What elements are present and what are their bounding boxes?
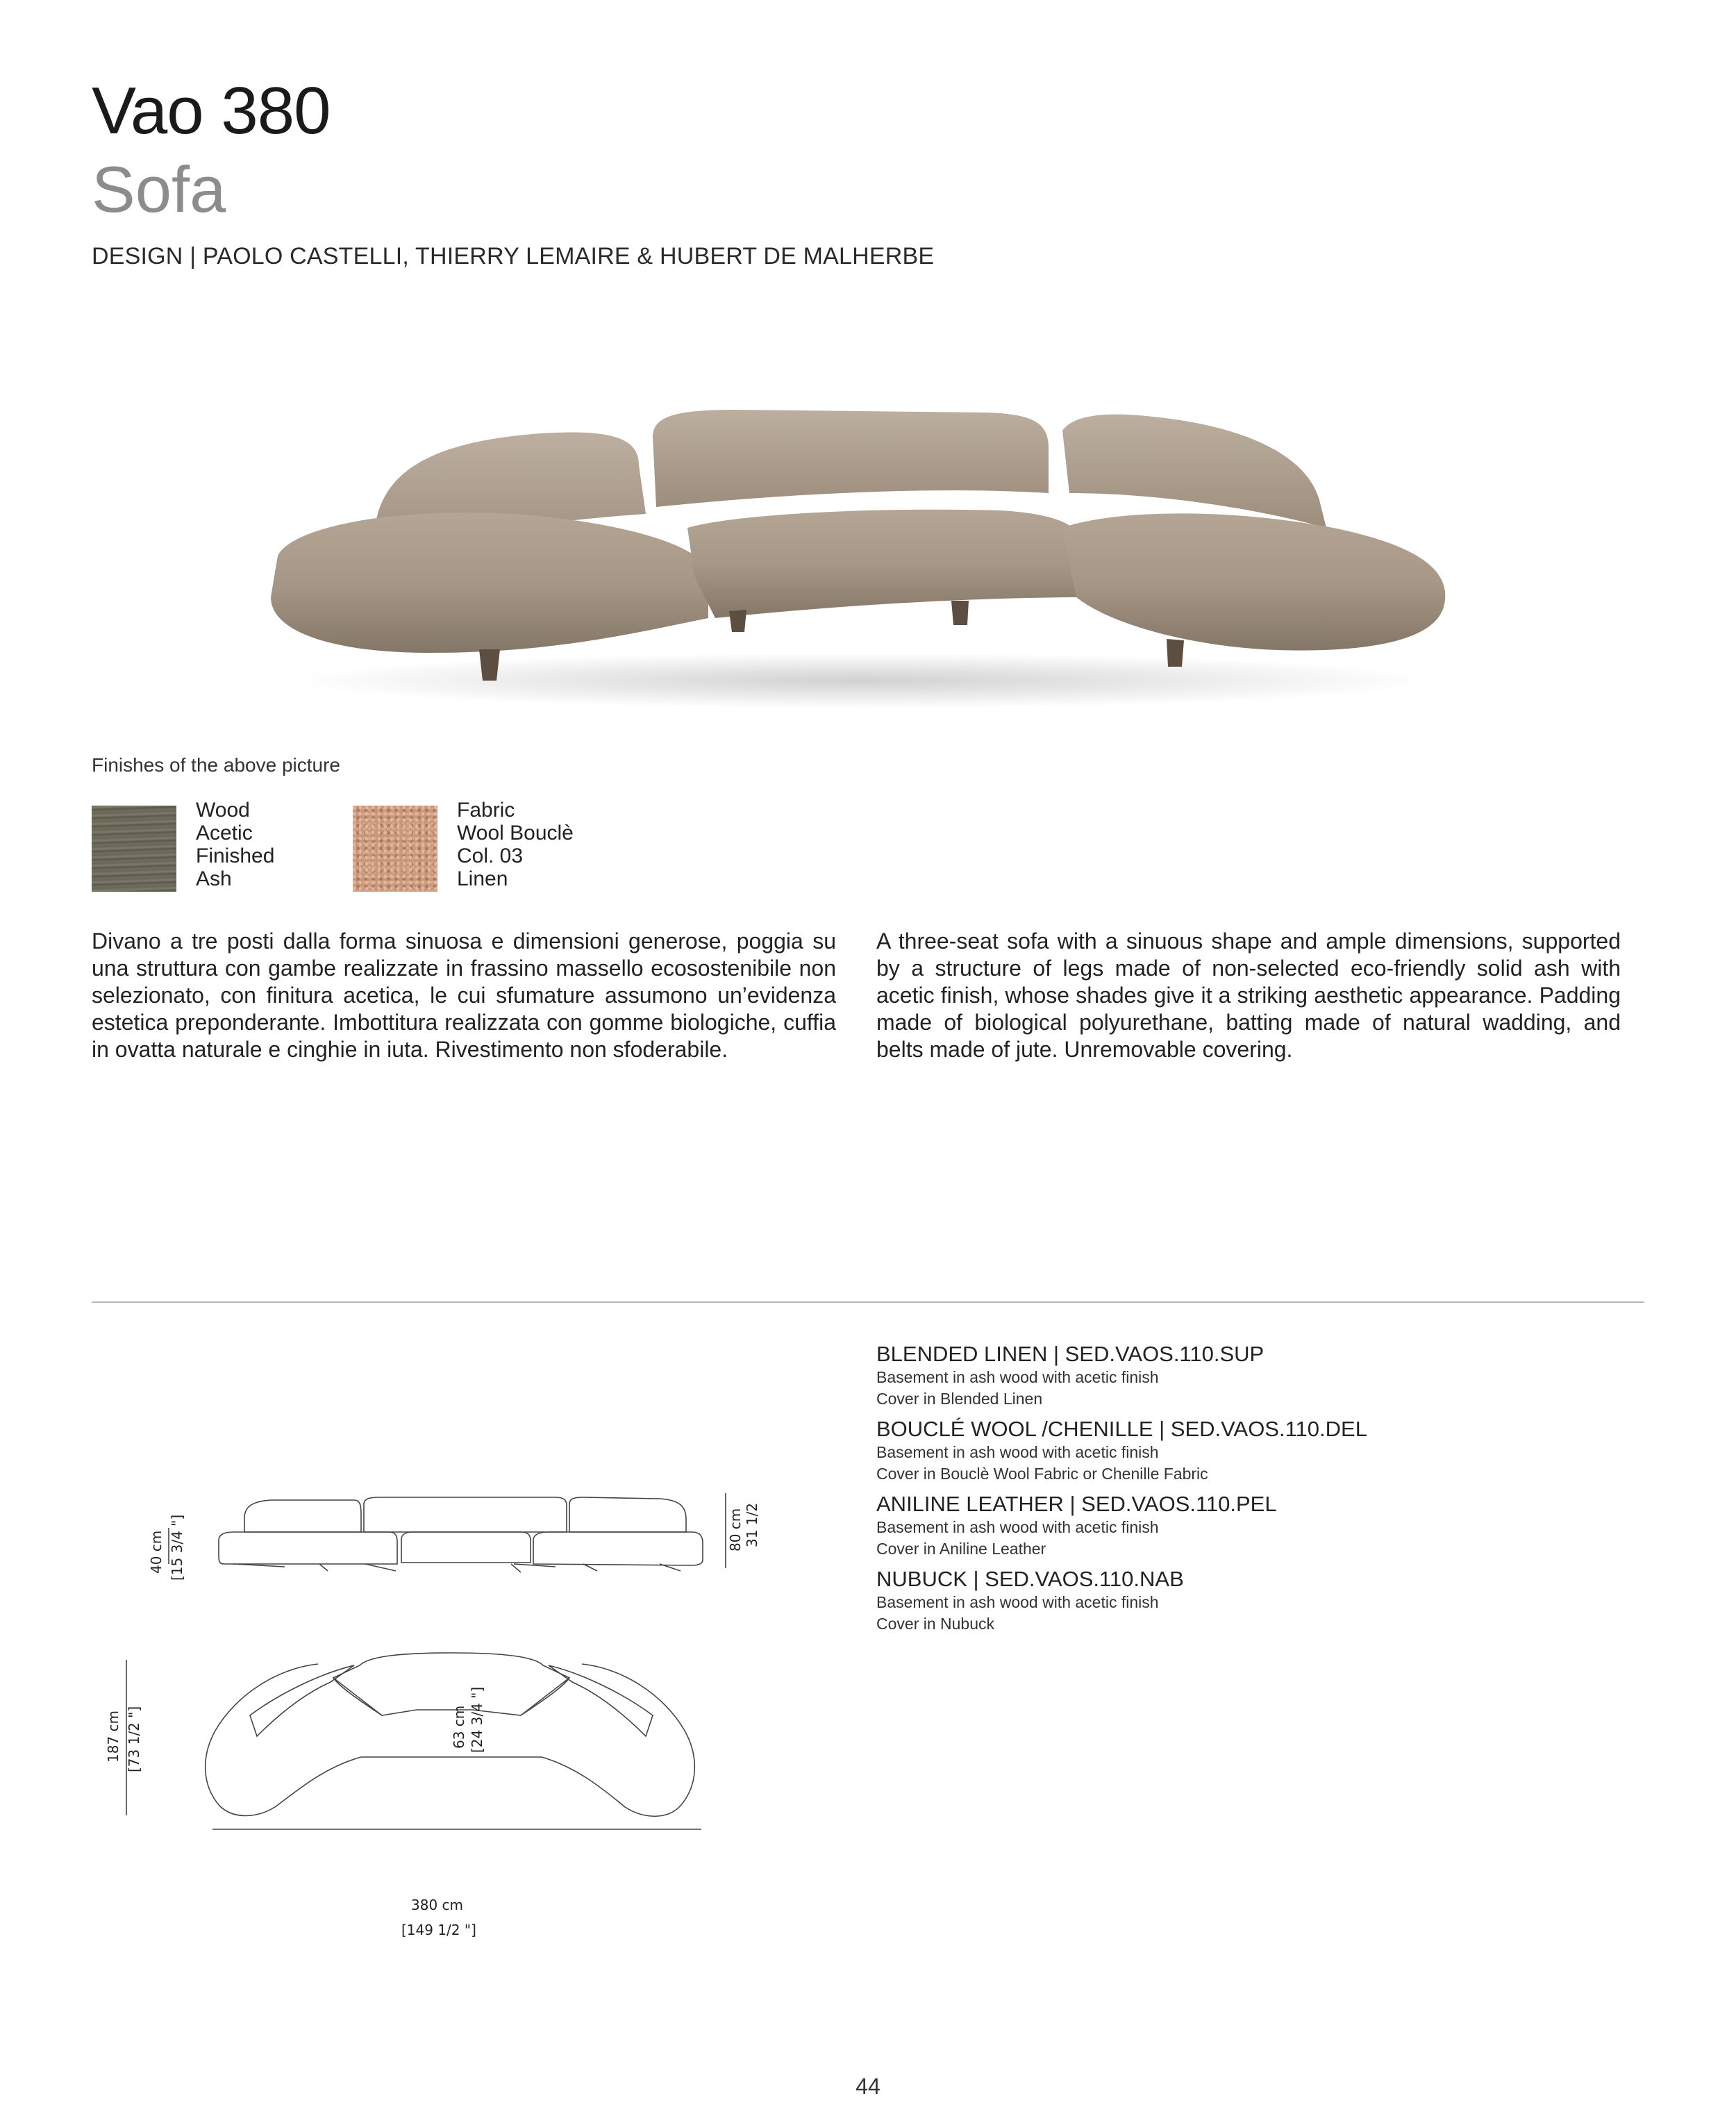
plan-seat-divider-right <box>521 1678 569 1715</box>
sofa-leg-center-right <box>951 601 969 625</box>
front-back-cushion-right <box>569 1497 686 1532</box>
right-seat <box>1062 513 1445 650</box>
variant-item <box>876 1492 1640 1560</box>
finish-line: Acetic <box>196 822 253 844</box>
seat-depth-inches-label: [24 3/4 "] <box>469 1686 485 1753</box>
plan-left-armrest <box>250 1665 354 1736</box>
variant-detail: Basement in ash wood with acetic finish <box>876 1443 1159 1461</box>
width-inches-label: [149 1/2 "] <box>401 1922 476 1938</box>
front-back-cushion-left <box>244 1500 361 1532</box>
section-divider <box>92 1301 1644 1303</box>
variant-detail: Cover in Aniline Leather <box>876 1540 1046 1558</box>
variant-detail: Cover in Nubuck <box>876 1615 995 1633</box>
height-inches-label: 31 1/2 <box>744 1503 760 1547</box>
page-number: 44 <box>856 2074 880 2099</box>
sofa-leg-center-left <box>729 610 746 632</box>
front-seat-right <box>533 1532 703 1565</box>
fabric-finish-swatch <box>353 806 437 892</box>
description-italian: Divano a tre posti dalla forma sinuosa e dimensioni generose, poggia su una struttura con gambe realizzate in frassino massello ecosostenibile non selezionato, con finitura acetica, le cui sfumature assumono un’evidenza estetica preponderante. Imbottitura realizzata con gomme biologiche, cuffia in ovatta naturale e cinghie in iuta. Rivestimento non sfoderabile. <box>92 929 836 1062</box>
depth-label: 187 cm <box>105 1710 122 1763</box>
variant-detail: Basement in ash wood with acetic finish <box>876 1518 1159 1536</box>
variant-item <box>876 1567 1640 1635</box>
variant-item <box>876 1342 1640 1410</box>
plan-outer-outline <box>206 1664 695 1816</box>
plan-right-armrest <box>549 1665 653 1736</box>
fabric-finish-label <box>457 799 574 890</box>
finish-line: Wool Bouclè <box>457 822 574 844</box>
product-title: Vao 380 <box>92 74 331 148</box>
product-subtitle: Sofa <box>92 153 226 226</box>
width-label: 380 cm <box>411 1897 464 1913</box>
finishes-heading: Finishes of the above picture <box>92 754 340 776</box>
variant-detail: Cover in Bouclè Wool Fabric or Chenille Fabric <box>876 1465 1208 1483</box>
description-english: A three-seat sofa with a sinuous shape and ample dimensions, supported by a structure of legs made of non-selected eco-friendly solid ash with acetic finish, whose shades give it a striking aesthetic appearance. Padding made of biological polyurethane, batting made of natural wadding, and belts made of jute. Unremovable covering. <box>876 929 1621 1062</box>
wood-finish-label <box>196 799 274 890</box>
left-seat <box>271 513 708 653</box>
variant-name: ANILINE LEATHER | SED.VAOS.110.PEL <box>876 1492 1277 1516</box>
plan-view <box>105 1653 701 1938</box>
seat-height-label: 40 cm <box>148 1530 165 1574</box>
front-back-cushion-center <box>364 1497 567 1532</box>
front-elevation <box>148 1493 760 1581</box>
seat-height-inches-label: [15 3/4 "] <box>169 1514 185 1581</box>
front-seat-left <box>219 1532 397 1564</box>
variant-name: BOUCLÉ WOOL /CHENILLE | SED.VAOS.110.DEL <box>876 1417 1367 1441</box>
finish-line: Wood <box>196 799 250 822</box>
variant-item <box>876 1417 1640 1485</box>
designer-credits: DESIGN | PAOLO CASTELLI, THIERRY LEMAIRE & HUBERT DE MALHERBE <box>92 243 935 269</box>
variant-detail: Basement in ash wood with acetic finish <box>876 1593 1159 1611</box>
depth-inches-label: [73 1/2 "] <box>126 1706 142 1772</box>
center-seat <box>687 510 1083 618</box>
seat-depth-label: 63 cm <box>451 1705 467 1749</box>
finish-line: Finished <box>196 844 275 867</box>
center-back-cushion <box>653 410 1049 507</box>
variant-detail: Cover in Blended Linen <box>876 1390 1043 1408</box>
sofa-product-image <box>250 389 1472 708</box>
variant-name: NUBUCK | SED.VAOS.110.NAB <box>876 1567 1184 1591</box>
variant-name: BLENDED LINEN | SED.VAOS.110.SUP <box>876 1342 1265 1366</box>
height-label: 80 cm <box>727 1508 744 1551</box>
sofa-leg-left <box>479 649 500 681</box>
finish-line: Ash <box>196 867 232 890</box>
floor-shadow <box>292 653 1430 708</box>
technical-drawing <box>69 1486 833 2042</box>
variant-list <box>876 1342 1640 1642</box>
finish-line: Fabric <box>457 799 515 822</box>
variant-detail: Basement in ash wood with acetic finish <box>876 1368 1159 1386</box>
plan-seat-divider-left <box>333 1678 382 1715</box>
front-seat-center <box>401 1532 531 1563</box>
right-back-cushion <box>1062 415 1326 528</box>
wood-finish-swatch <box>92 806 176 892</box>
finish-line: Linen <box>457 867 508 890</box>
finish-line: Col. 03 <box>457 844 524 867</box>
sofa-leg-right <box>1167 639 1184 667</box>
